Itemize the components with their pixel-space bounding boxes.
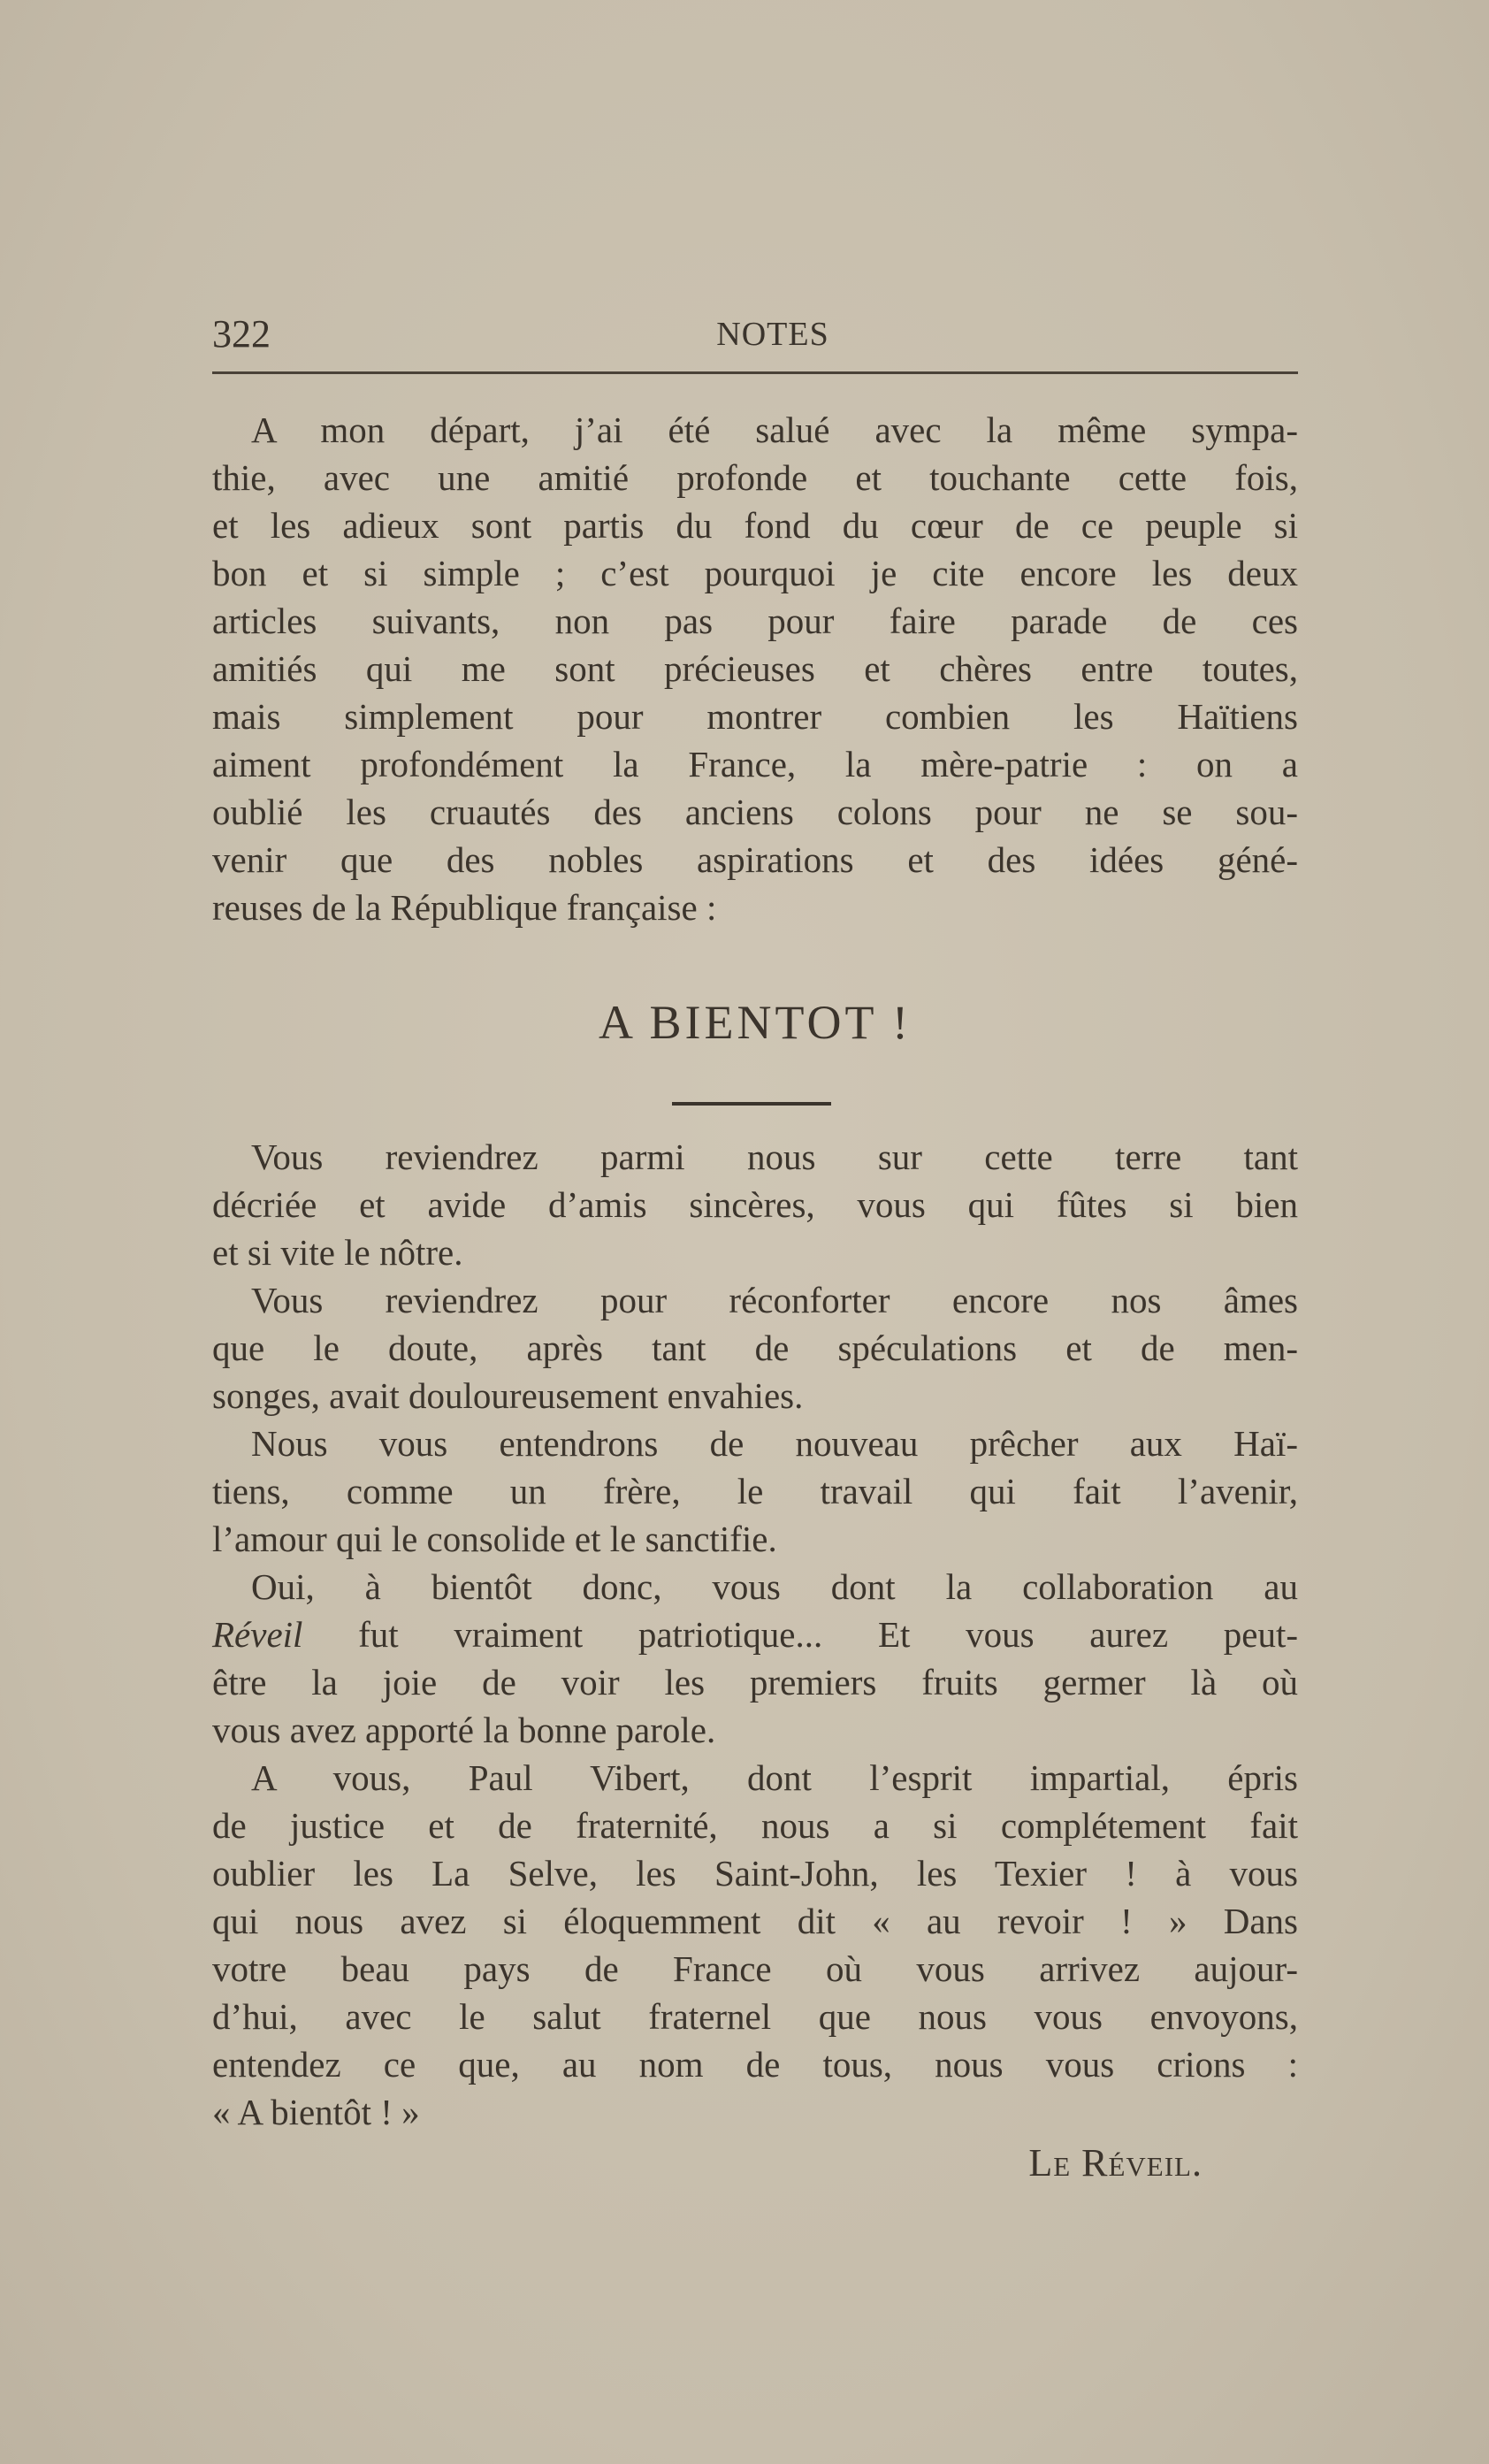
text-line: Réveil fut vraiment patriotique... Et vous aurez peut- — [212, 1614, 1298, 1655]
text-line: amitiés qui me sont précieuses et chères entre toutes, — [212, 648, 1298, 689]
text-line: bon et si simple ; c’est pourquoi je cite encore les deux — [212, 553, 1298, 593]
text-line: aiment profondément la France, la mère-patrie : on a — [212, 744, 1298, 784]
text-line: songes, avait douloureusement envahies. — [212, 1375, 804, 1416]
text-line: thie, avec une amitié profonde et touchante cette fois, — [212, 457, 1298, 498]
text-line: votre beau pays de France où vous arrivez aujour- — [212, 1948, 1298, 1989]
text-line: Oui, à bientôt donc, vous dont la collaboration au — [251, 1566, 1298, 1607]
text-line: l’amour qui le consolide et le sanctifie. — [212, 1519, 777, 1559]
text-line: A mon départ, j’ai été salué avec la même sympa- — [251, 409, 1298, 450]
running-title: NOTES — [716, 316, 829, 353]
text-line: Nous vous entendrons de nouveau prêcher aux Haï- — [251, 1423, 1298, 1464]
header-rule — [212, 371, 1298, 374]
text-line: « A bientôt ! » — [212, 2092, 420, 2132]
text-line: Vous reviendrez pour réconforter encore nos âmes — [251, 1280, 1298, 1320]
text-line: oublier les La Selve, les Saint-John, les Texier ! à vous — [212, 1853, 1298, 1894]
text-line: d’hui, avec le salut fraternel que nous vous envoyons, — [212, 1996, 1298, 2037]
page-number: 322 — [212, 312, 271, 356]
heading-rule — [672, 1102, 831, 1106]
text-line: reuses de la République française : — [212, 887, 717, 928]
signature: Le Réveil. — [1028, 2141, 1203, 2185]
text-line: vous avez apporté la bonne parole. — [212, 1710, 716, 1750]
text-line: A vous, Paul Vibert, dont l’esprit impartial, épris — [251, 1757, 1298, 1798]
text-line: être la joie de voir les premiers fruits germer là où — [212, 1662, 1298, 1703]
text-line: articles suivants, non pas pour faire parade de ces — [212, 601, 1298, 641]
text-line: qui nous avez si éloquemment dit « au revoir ! » Dans — [212, 1901, 1298, 1941]
intro-paragraph — [212, 406, 1298, 931]
text-line: et si vite le nôtre. — [212, 1232, 463, 1273]
article-paragraph — [212, 1754, 1298, 2136]
text-line: entendez ce que, au nom de tous, nous vous crions : — [212, 2044, 1298, 2085]
text-line: Vous reviendrez parmi nous sur cette terre tant — [251, 1136, 1298, 1177]
text-line: de justice et de fraternité, nous a si complétement fait — [212, 1805, 1298, 1846]
text-line: que le doute, après tant de spéculations et de men- — [212, 1328, 1298, 1368]
text-line: oublié les cruautés des anciens colons pour ne se sou- — [212, 792, 1298, 832]
text-line: venir que des nobles aspirations et des idées géné- — [212, 839, 1298, 880]
article-paragraph — [212, 1133, 1298, 1276]
text-line: et les adieux sont partis du fond du cœur de ce peuple si — [212, 505, 1298, 546]
article-body — [212, 1133, 1298, 2136]
text-line: mais simplement pour montrer combien les Haïtiens — [212, 696, 1298, 737]
text-line: tiens, comme un frère, le travail qui fait l’avenir, — [212, 1471, 1298, 1511]
article-heading: A BIENTOT ! — [599, 996, 912, 1049]
article-paragraph — [212, 1419, 1298, 1563]
article-paragraph — [212, 1276, 1298, 1419]
text-line: décriée et avide d’amis sincères, vous qui fûtes si bien — [212, 1184, 1298, 1225]
newspaper-name: Réveil — [212, 1614, 303, 1655]
article-paragraph — [212, 1563, 1298, 1754]
running-header — [212, 311, 1298, 356]
